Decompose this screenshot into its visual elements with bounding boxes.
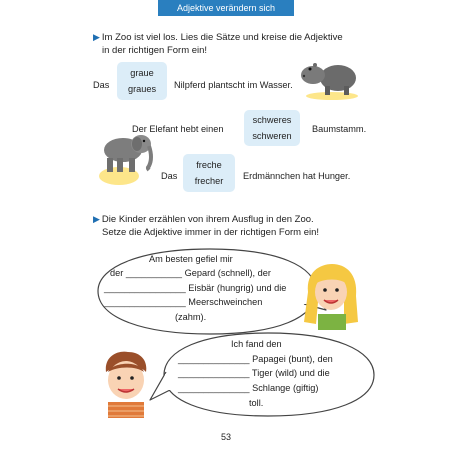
boy-illustration bbox=[96, 350, 156, 418]
choice-option[interactable]: schweren bbox=[252, 131, 292, 141]
bubble1-line: ________________ Meerschweinchen bbox=[104, 297, 263, 307]
page-number: 53 bbox=[220, 432, 231, 442]
sentence2-after: Baumstamm. bbox=[312, 124, 367, 134]
hippo-illustration bbox=[298, 56, 362, 100]
bubble2-line: ______________ Papagei (bunt), den bbox=[178, 354, 333, 364]
sentence3-after: Erdmännchen hat Hunger. bbox=[243, 171, 351, 181]
girl-illustration bbox=[300, 262, 362, 330]
elephant-illustration bbox=[97, 128, 157, 186]
task2-instruction bbox=[93, 213, 319, 239]
task2-line1: Die Kinder erzählen von ihrem Ausflug in den Zoo. bbox=[101, 214, 314, 225]
choice-option[interactable]: frecher bbox=[194, 176, 224, 186]
sentence1-before: Das bbox=[93, 80, 110, 90]
bubble1-line: (zahm). bbox=[175, 312, 207, 322]
task2-line2: Setze die Adjektive immer in der richtigen Form ein! bbox=[102, 227, 320, 238]
task1-instruction bbox=[93, 31, 343, 57]
bubble2-line: ______________ Tiger (wild) und die bbox=[178, 368, 330, 378]
bubble1-line: der ___________ Gepard (schnell), der bbox=[110, 268, 271, 278]
arrow-icon: ▶ bbox=[93, 214, 100, 224]
bubble2-line: Ich fand den bbox=[231, 339, 282, 349]
sentence3-before: Das bbox=[161, 171, 178, 181]
chapter-header: Adjektive verändern sich bbox=[158, 0, 294, 16]
task1-line2: in der richtigen Form ein! bbox=[102, 45, 208, 56]
bubble2-line: toll. bbox=[249, 398, 264, 408]
sentence1-after: Nilpferd plantscht im Wasser. bbox=[174, 80, 293, 90]
choice-option[interactable]: graues bbox=[127, 84, 157, 94]
choice-option[interactable]: graue bbox=[130, 68, 154, 78]
bubble1-line: ________________ Eisbär (hungrig) und die bbox=[104, 283, 287, 293]
task1-line1: Im Zoo ist viel los. Lies die Sätze und kreise die Adjektive bbox=[101, 32, 343, 43]
bubble2-line: ______________ Schlange (giftig) bbox=[178, 383, 319, 393]
sentence2-choices bbox=[244, 110, 300, 146]
sentence1-choices bbox=[117, 62, 167, 100]
choice-option[interactable]: freche bbox=[196, 160, 222, 170]
arrow-icon: ▶ bbox=[93, 32, 100, 42]
bubble1-line: Am besten gefiel mir bbox=[149, 254, 233, 264]
sentence2-before: Der Elefant hebt einen bbox=[132, 124, 224, 134]
choice-option[interactable]: schweres bbox=[252, 115, 292, 125]
sentence3-choices bbox=[183, 154, 235, 192]
